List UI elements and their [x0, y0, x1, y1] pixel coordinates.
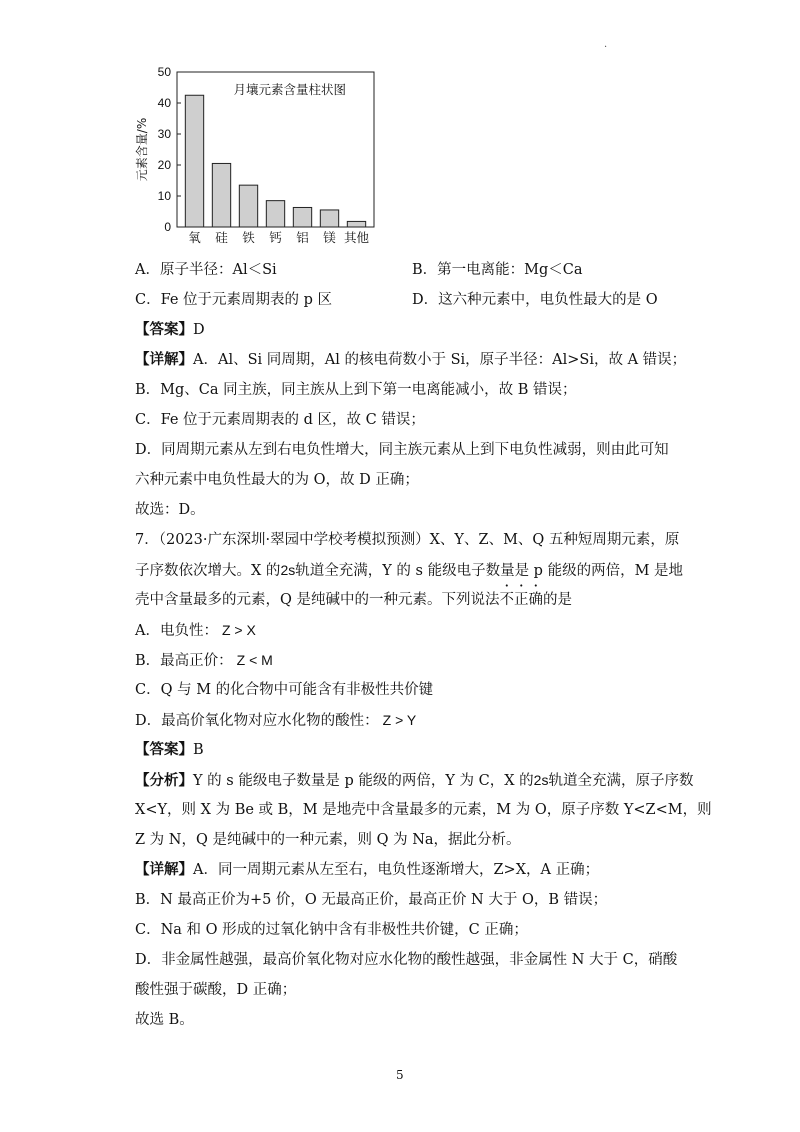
- q6-detail-line-5: 六种元素中电负性最大的为 O，故 D 正确；: [135, 472, 419, 488]
- y-tick-label: 10: [157, 189, 171, 203]
- q7-option-b: [135, 650, 273, 671]
- answer-value: D: [193, 322, 205, 338]
- q7-detail-line-3: C．Na 和 O 形成的过氧化钠中含有非极性共价键，C 正确；: [135, 922, 528, 938]
- analysis-text: 轨道全充满，原子序数: [548, 773, 694, 789]
- stem-text: 轨道全充满，Y 的 s 能级电子数量是 p 能级的两倍，M 是地: [295, 563, 684, 579]
- q7-analysis-line-2: X<Y，则 X 为 Be 或 B，M 是地壳中含量最多的元素，M 为 O，原子序数 Y<Z<M，则: [135, 802, 712, 818]
- q6-answer: [135, 320, 205, 340]
- analysis-text: Y 的 s 能级电子数量是 p 能级的两倍，Y 为 C，X 的: [193, 773, 534, 789]
- q7-option-c: C．Q 与 M 的化合物中可能含有非极性共价键: [135, 682, 434, 698]
- detail-label: 【详解】: [135, 351, 193, 368]
- q7-option-d: [135, 710, 416, 731]
- option-text: A．电负性：: [135, 623, 218, 639]
- q6-option-a: A．原子半径：Al＜Si: [135, 262, 277, 278]
- q6-option-b: B．第一电离能：Mg＜Ca: [412, 262, 583, 278]
- x-category-label: 镁: [323, 230, 336, 245]
- q6-detail-line-3: C．Fe 位于元素周期表的 d 区，故 C 错误；: [135, 412, 425, 428]
- option-expression: Z > X: [221, 622, 256, 638]
- q6-detail-line-2: B．Mg、Ca 同主族，同主族从上到下第一电离能减小，故 B 错误；: [135, 382, 577, 398]
- option-text: D．最高价氧化物对应水化物的酸性：: [135, 713, 379, 729]
- x-category-label: 钙: [269, 230, 282, 245]
- chart-title: 月壤元素含量柱状图: [233, 82, 346, 97]
- q7-detail-line-4: D．非金属性越强，最高价氧化物对应水化物的酸性越强，非金属性 N 大于 C，硝酸: [135, 952, 678, 968]
- detail-text: A．Al、Si 同周期，Al 的核电荷数小于 Si，原子半径：Al>Si，故 A 错误；: [193, 352, 687, 368]
- bar: [347, 221, 365, 227]
- answer-label: 【答案】: [135, 321, 193, 338]
- y-tick-label: 50: [157, 65, 171, 79]
- q7-detail-line-1: [135, 860, 599, 880]
- answer-label: 【答案】: [135, 741, 193, 758]
- x-category-label: 硅: [215, 230, 228, 245]
- answer-value: B: [193, 742, 204, 758]
- orbital-label: 2s: [533, 772, 549, 788]
- stem-text: 子序数依次增大。X 的: [135, 563, 281, 579]
- stem-text: 的是: [543, 592, 572, 608]
- detail-text: A．同一周期元素从左至右，电负性逐渐增大，Z>X，A 正确；: [193, 862, 600, 878]
- stem-text: 壳中含量最多的元素，Q 是纯碱中的一种元素。下列说法: [135, 592, 500, 608]
- y-tick-label: 20: [157, 158, 171, 172]
- bar: [212, 163, 230, 227]
- analysis-label: 【分析】: [135, 772, 193, 789]
- emphasis-char: 确: [528, 592, 543, 608]
- q6-option-d: D．这六种元素中，电负性最大的是 O: [412, 292, 658, 308]
- y-axis-label: 元素含量/%: [135, 117, 149, 182]
- option-expression: Z < M: [236, 652, 273, 668]
- q7-stem-line-3: [135, 590, 572, 610]
- x-category-label: 铁: [242, 230, 255, 245]
- bar: [266, 201, 284, 227]
- emphasis-char: 正: [514, 592, 529, 608]
- y-tick-label: 40: [157, 96, 171, 110]
- q7-analysis-line-1: [135, 770, 693, 791]
- q6-detail-line-1: [135, 350, 686, 370]
- bar: [239, 185, 257, 227]
- q7-conclusion: 故选 B。: [135, 1012, 194, 1028]
- bar: [185, 95, 203, 227]
- q7-option-a: [135, 620, 256, 641]
- bar: [293, 207, 311, 227]
- detail-label: 【详解】: [135, 861, 193, 878]
- q6-detail-line-4: D．同周期元素从左到右电负性增大，同主族元素从上到下电负性减弱，则由此可知: [135, 442, 669, 458]
- q7-stem-line-1: 7．（2023·广东深圳·翠园中学校考模拟预测）X、Y、Z、M、Q 五种短周期元素，原: [135, 532, 680, 548]
- q7-detail-line-2: B．N 最高正价为+5 价，O 无最高正价，最高正价 N 大于 O，B 错误；: [135, 892, 608, 908]
- q7-answer: [135, 740, 204, 760]
- q6-conclusion: 故选：D。: [135, 502, 205, 518]
- x-category-label: 铝: [296, 230, 309, 245]
- x-category-label: 其他: [343, 230, 370, 245]
- emphasis-text: [500, 592, 544, 608]
- page-mark: ·: [604, 42, 608, 53]
- moon-soil-bar-chart: [130, 62, 380, 252]
- q7-analysis-line-3: Z 为 N，Q 是纯碱中的一种元素，则 Q 为 Na，据此分析。: [135, 832, 521, 848]
- y-tick-label: 0: [164, 220, 171, 234]
- option-text: B．最高正价：: [135, 653, 233, 669]
- orbital-label: 2s: [280, 562, 296, 578]
- emphasis-char: 不: [499, 592, 514, 608]
- x-category-label: 氧: [188, 230, 201, 245]
- q6-option-c: C．Fe 位于元素周期表的 p 区: [135, 292, 333, 308]
- bar: [320, 210, 338, 227]
- q7-stem-line-2: [135, 560, 683, 581]
- option-expression: Z > Y: [382, 712, 417, 728]
- page-number: 5: [396, 1068, 404, 1082]
- q7-detail-line-5: 酸性强于碳酸，D 正确；: [135, 982, 297, 998]
- y-tick-label: 30: [157, 127, 171, 141]
